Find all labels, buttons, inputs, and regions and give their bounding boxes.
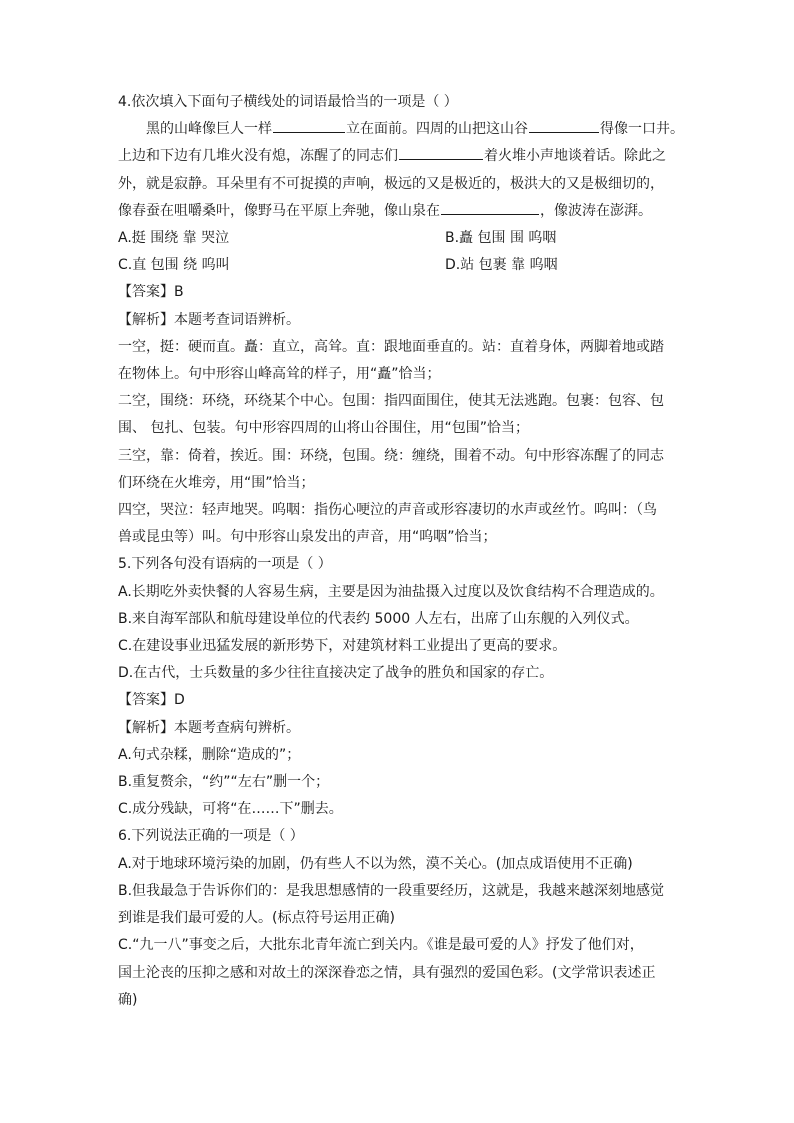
fill-blank-2 [529,118,599,133]
fill-blank-3 [399,145,483,160]
question-4-passage-line-3: 外，就是寂静。耳朵里有不可捉摸的声响，极远的又是极近的，极洪大的又是极细切的， [118,175,664,192]
analysis-line: 兽或昆虫等）叫。句中形容山泉发出的声音，用“呜咽”恰当； [118,529,497,546]
option-b: B.矗 包围 围 呜咽 [445,230,557,247]
passage-text: 黑的山峰像巨人一样 [146,121,272,138]
passage-text: ，像波涛在澎湃。 [540,202,652,219]
analysis-line: B.重复赘余，“约”“左右”删一个； [118,774,330,791]
option-d: D.站 包裹 靠 呜咽 [445,257,558,274]
option-c: C.在建设事业迅猛发展的新形势下，对建筑材料工业提出了更高的要求。 [118,638,567,655]
option-d: D.在古代，士兵数量的多少往往直接决定了战争的胜负和国家的存亡。 [118,665,554,682]
analysis-line: C.成分残缺，可将“在……下”删去。 [118,801,343,818]
analysis-line: 三空，靠：倚着，挨近。围：环绕，包围。绕：缠绕，围着不动。句中形容冻醒了的同志 [118,447,664,464]
passage-text: 上边和下边有几堆火没有熄，冻醒了的同志们 [118,148,398,165]
question-6-stem: 6.下列说法正确的一项是（ ） [118,828,304,845]
document-page [118,89,684,1014]
option-b-continued: 到谁是我们最可爱的人。(标点符号运用正确) [118,910,395,927]
question-4-stem: 4.依次填入下面句子横线处的词语最恰当的一项是（ ） [118,94,458,110]
question-4-options-row-2 [118,252,674,279]
passage-text: 立在面前。四周的山把这山谷 [346,121,528,138]
question-4-passage-line-4 [118,198,674,225]
fill-blank-4 [441,200,539,215]
option-a: A.对于地球环境污染的加剧，仍有些人不以为然，漠不关心。(加点成语使用不正确) [118,855,633,872]
question-4-passage-line-1 [118,116,684,143]
fill-blank-1 [273,118,345,133]
option-c: C.“九一八”事变之后，大批东北青年流亡到关内。《谁是最可爱的人》抒发了他们对， [118,937,644,954]
option-b: B.来自海军部队和航母建设单位的代表约 5000 人左右，出席了山东舰的入列仪式。 [118,610,639,627]
analysis-line: A.句式杂糅，删除“造成的”； [118,746,301,763]
option-a: A.长期吃外卖快餐的人容易生病，主要是因为油盐摄入过度以及饮食结构不合理造成的。 [118,583,664,600]
passage-text: 得像一口井。 [600,121,684,138]
option-a: A.挺 围绕 靠 哭泣 [118,230,230,247]
analysis-line: 一空，挺：硬而直。矗：直立，高耸。直：跟地面垂直的。站：直着身体，两脚着地或踏 [118,338,664,355]
option-c: C.直 包围 绕 呜叫 [118,257,230,274]
question-4-analysis-heading: 【解析】本题考查词语辨析。 [118,311,300,328]
analysis-line: 围、 包扎、包装。句中形容四周的山将山谷围住，用“包围”恰当； [118,420,529,437]
analysis-line: 在物体上。句中形容山峰高耸的样子，用“矗”恰当； [118,366,441,383]
question-4-answer: 【答案】B [118,284,184,301]
analysis-line: 二空，围绕：环绕，环绕某个中心。包围：指四面围住，使其无法逃跑。包裹：包容、包 [118,393,664,410]
question-5-analysis-heading: 【解析】本题考查病句辨析。 [118,719,300,736]
option-b: B.但我最急于告诉你们的：是我思想感情的一段重要经历，这就是，我越来越深刻地感觉 [118,882,665,899]
question-4-options-row-1 [118,225,674,252]
option-c-continued: 确) [118,991,138,1008]
analysis-line: 们环绕在火堆旁，用“围”恰当； [118,474,315,491]
question-5-stem: 5.下列各句没有语病的一项是（ ） [118,556,332,573]
question-4-passage-line-2 [118,143,674,170]
analysis-line: 四空，哭泣：轻声地哭。呜咽：指伤心哽泣的声音或形容凄切的水声或丝竹。呜叫：（鸟 [118,502,657,519]
passage-text: 着火堆小声地谈着话。除此之 [484,148,666,165]
option-c-continued: 国土沦丧的压抑之感和对故土的深深眷恋之情，具有强烈的爱国色彩。(文学常识表述正 [118,964,656,981]
passage-text: 像春蚕在咀嚼桑叶，像野马在平原上奔驰，像山泉在 [118,202,440,219]
question-5-answer: 【答案】D [118,692,185,709]
